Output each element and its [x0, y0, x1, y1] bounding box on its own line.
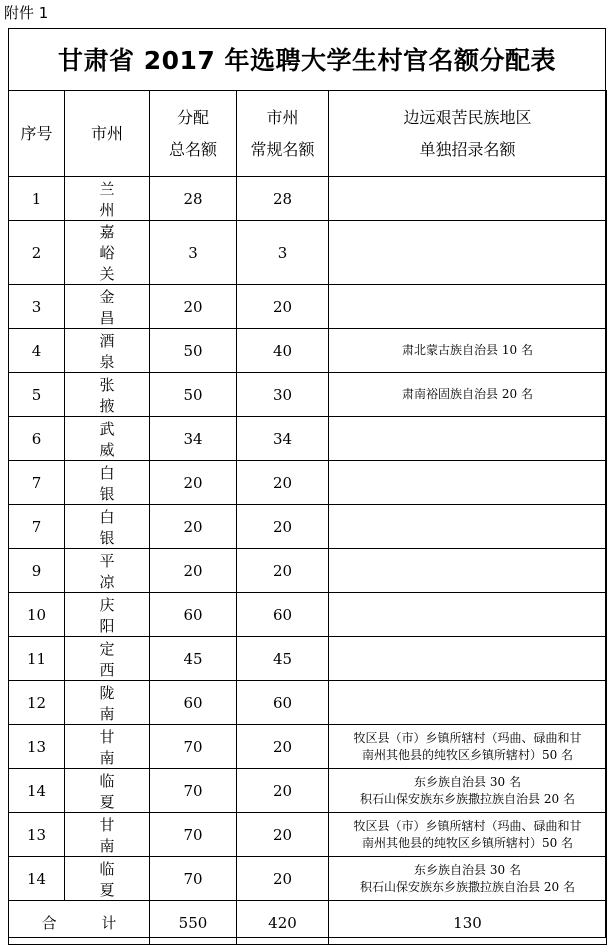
- row-special-note: [329, 373, 607, 417]
- table-row: [9, 373, 607, 417]
- row-special-note: [329, 417, 607, 461]
- row-regular: 20: [237, 813, 329, 857]
- row-city: 临 夏: [65, 769, 150, 813]
- row-regular: 3: [237, 221, 329, 285]
- attachment-label: 附件 1: [4, 4, 49, 22]
- row-regular: 20: [237, 505, 329, 549]
- row-total: 70: [150, 857, 237, 901]
- row-no: 14: [9, 769, 65, 813]
- row-no: 1: [9, 177, 65, 221]
- row-city: 庆 阳: [65, 593, 150, 637]
- row-city: 白 银: [65, 461, 150, 505]
- row-regular: 30: [237, 373, 329, 417]
- row-total: 60: [150, 681, 237, 725]
- totals-regular: 420: [237, 901, 329, 945]
- row-total: 28: [150, 177, 237, 221]
- header-regular: [237, 91, 329, 177]
- totals-label: 合 计: [9, 901, 150, 945]
- row-regular: 40: [237, 329, 329, 373]
- row-total: 70: [150, 725, 237, 769]
- row-no: 7: [9, 505, 65, 549]
- row-no: 4: [9, 329, 65, 373]
- row-total: 45: [150, 637, 237, 681]
- row-city: 甘 南: [65, 725, 150, 769]
- table-row: [9, 285, 607, 329]
- note-line-1: 肃北蒙古族自治县 10 名: [402, 343, 533, 357]
- row-city: 张 掖: [65, 373, 150, 417]
- row-total: 20: [150, 285, 237, 329]
- row-regular: 60: [237, 681, 329, 725]
- note-line-2: 积石山保安族东乡族撒拉族自治县 20 名: [360, 791, 575, 806]
- row-total: 50: [150, 373, 237, 417]
- row-regular: 34: [237, 417, 329, 461]
- header-no: 序号: [9, 91, 65, 177]
- row-no: 11: [9, 637, 65, 681]
- row-special-note: [329, 769, 607, 813]
- row-total: 3: [150, 221, 237, 285]
- row-city: 兰 州: [65, 177, 150, 221]
- row-regular: 20: [237, 549, 329, 593]
- row-no: 7: [9, 461, 65, 505]
- row-total: 60: [150, 593, 237, 637]
- row-special-note: [329, 329, 607, 373]
- header-special-line2: 单独招录名额: [419, 139, 516, 159]
- row-special-note: [329, 285, 607, 329]
- row-total: 34: [150, 417, 237, 461]
- row-special-note: [329, 461, 607, 505]
- row-city: 白 银: [65, 505, 150, 549]
- header-regular-line2: 常规名额: [250, 139, 315, 159]
- table-row: [9, 637, 607, 681]
- row-total: 50: [150, 329, 237, 373]
- row-special-note: [329, 177, 607, 221]
- row-special-note: [329, 549, 607, 593]
- row-total: 20: [150, 549, 237, 593]
- row-regular: 20: [237, 461, 329, 505]
- row-total: 70: [150, 813, 237, 857]
- note-line-2: 积石山保安族东乡族撒拉族自治县 20 名: [360, 879, 575, 894]
- row-city: 甘 南: [65, 813, 150, 857]
- header-total-line2: 总名额: [168, 139, 217, 159]
- row-special-note: [329, 593, 607, 637]
- header-regular-line1: 市州: [266, 107, 299, 127]
- row-no: 14: [9, 857, 65, 901]
- header-total-line1: 分配: [176, 107, 209, 127]
- row-no: 9: [9, 549, 65, 593]
- row-special-note: [329, 725, 607, 769]
- table-row: [9, 593, 607, 637]
- note-line-1: 牧区县（市）乡镇所辖村（玛曲、碌曲和甘: [353, 818, 582, 833]
- table-row: [9, 725, 607, 769]
- row-total: 20: [150, 505, 237, 549]
- row-city: 酒 泉: [65, 329, 150, 373]
- table-row: [9, 681, 607, 725]
- row-regular: 45: [237, 637, 329, 681]
- allocation-table: [8, 90, 607, 945]
- note-line-2: 南州其他县的纯牧区乡镇所辖村）50 名: [361, 747, 574, 762]
- page-title: 甘肃省 2017 年选聘大学生村官名额分配表: [58, 46, 556, 75]
- header-total: [150, 91, 237, 177]
- row-city: 陇 南: [65, 681, 150, 725]
- header-row: [9, 91, 607, 177]
- row-regular: 28: [237, 177, 329, 221]
- table-row: [9, 769, 607, 813]
- note-line-2: 南州其他县的纯牧区乡镇所辖村）50 名: [361, 835, 574, 850]
- row-regular: 60: [237, 593, 329, 637]
- table-row: [9, 857, 607, 901]
- row-no: 10: [9, 593, 65, 637]
- row-special-note: [329, 813, 607, 857]
- table-row: [9, 221, 607, 285]
- table-row: [9, 417, 607, 461]
- row-no: 13: [9, 725, 65, 769]
- note-line-1: 牧区县（市）乡镇所辖村（玛曲、碌曲和甘: [353, 730, 582, 745]
- row-city: 金 昌: [65, 285, 150, 329]
- table-row: [9, 813, 607, 857]
- totals-row: [9, 901, 607, 945]
- note-line-1: 东乡族自治县 30 名: [414, 862, 521, 877]
- table-row: [9, 461, 607, 505]
- row-special-note: [329, 857, 607, 901]
- table-row: [9, 505, 607, 549]
- row-city: 平 凉: [65, 549, 150, 593]
- row-city: 嘉峪关: [65, 221, 150, 285]
- row-no: 2: [9, 221, 65, 285]
- row-regular: 20: [237, 857, 329, 901]
- row-no: 12: [9, 681, 65, 725]
- header-special: [329, 91, 607, 177]
- row-no: 3: [9, 285, 65, 329]
- row-total: 20: [150, 461, 237, 505]
- row-no: 13: [9, 813, 65, 857]
- row-city: 定 西: [65, 637, 150, 681]
- table-row: [9, 549, 607, 593]
- row-no: 6: [9, 417, 65, 461]
- header-special-line1: 边远艰苦民族地区: [403, 107, 532, 127]
- row-regular: 20: [237, 725, 329, 769]
- row-special-note: [329, 505, 607, 549]
- row-special-note: [329, 637, 607, 681]
- header-city: 市州: [65, 91, 150, 177]
- row-city: 临 夏: [65, 857, 150, 901]
- table-row: [9, 329, 607, 373]
- row-regular: 20: [237, 285, 329, 329]
- row-regular: 20: [237, 769, 329, 813]
- row-no: 5: [9, 373, 65, 417]
- note-line-1: 肃南裕固族自治县 20 名: [402, 387, 533, 401]
- row-city: 武 威: [65, 417, 150, 461]
- row-special-note: [329, 681, 607, 725]
- row-special-note: [329, 221, 607, 285]
- table-row: [9, 177, 607, 221]
- row-total: 70: [150, 769, 237, 813]
- totals-total: 550: [150, 901, 237, 945]
- note-line-1: 东乡族自治县 30 名: [414, 774, 521, 789]
- totals-special: 130: [329, 901, 607, 945]
